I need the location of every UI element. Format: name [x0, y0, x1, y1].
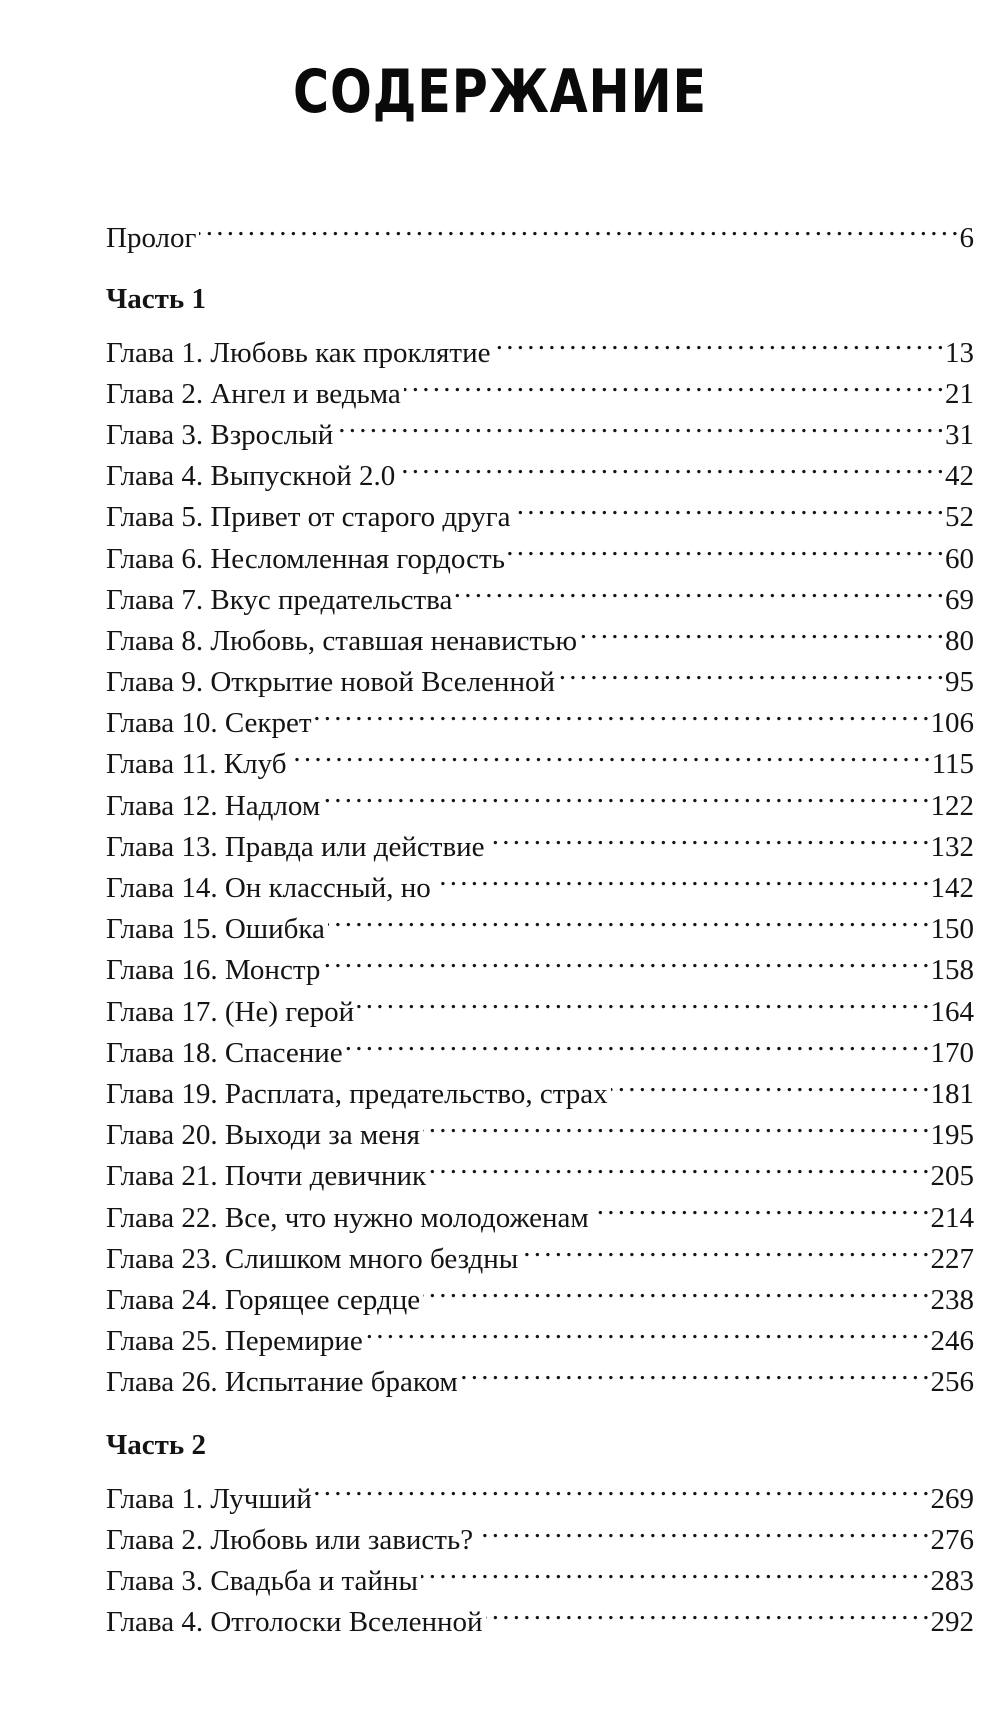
page-title: СОДЕРЖАНИЕ — [293, 57, 707, 127]
dot-leader — [357, 979, 927, 1020]
toc-entry-page: 246 — [930, 1325, 974, 1358]
dot-leader — [398, 444, 942, 485]
dot-leader — [323, 773, 927, 814]
dot-leader — [580, 609, 942, 650]
toc-entry-page: 21 — [945, 377, 974, 410]
toc-entry-page: 13 — [945, 336, 974, 369]
dot-leader — [488, 815, 928, 856]
toc-entry-page: 95 — [945, 666, 974, 699]
toc-entry-page: 42 — [945, 460, 974, 493]
toc-entry-page: 238 — [930, 1283, 974, 1316]
toc-entry-label: Глава 13. Правда или действие — [106, 830, 485, 863]
dot-leader — [521, 1227, 927, 1268]
dot-leader — [423, 1268, 927, 1309]
toc-entry-label: Глава 2. Любовь или зависть? — [106, 1523, 474, 1556]
dot-leader — [611, 1062, 928, 1103]
toc-entry-label: Глава 7. Вкус предательства — [106, 583, 453, 616]
dot-leader — [323, 938, 927, 979]
toc-entry-page: 170 — [930, 1036, 974, 1069]
dot-leader — [421, 1549, 928, 1590]
toc-entry — [106, 320, 974, 369]
toc-entry-label: Глава 24. Горящее сердце — [106, 1283, 421, 1316]
dot-leader — [346, 1021, 928, 1062]
toc-entry-label: Глава 8. Любовь, ставшая ненавистью — [106, 624, 578, 657]
dot-leader — [514, 485, 942, 526]
toc-entry-label: Глава 23. Слишком много бездны — [106, 1242, 519, 1275]
dot-leader — [592, 1185, 928, 1226]
toc-entry-label: Глава 10. Секрет — [106, 707, 312, 740]
toc-entry-page: 214 — [930, 1201, 974, 1234]
toc-entry-page: 269 — [930, 1482, 974, 1515]
toc-entry — [106, 1466, 974, 1515]
toc-entry-page: 52 — [945, 501, 974, 534]
toc-entry-label: Глава 11. Клуб — [106, 748, 287, 781]
toc-entry-label: Глава 26. Испытание браком — [106, 1366, 458, 1399]
toc-entry-label: Глава 4. Отголоски Вселенной — [106, 1606, 483, 1639]
dot-leader — [315, 691, 928, 732]
toc-entry-page: 276 — [930, 1523, 974, 1556]
toc-entry-page: 122 — [930, 789, 974, 822]
toc-entry-label: Глава 18. Спасение — [106, 1036, 343, 1069]
toc-entry-label: Глава 5. Привет от старого друга — [106, 501, 511, 534]
toc-entry-page: 283 — [930, 1565, 974, 1597]
toc-entry-page: 106 — [930, 707, 974, 740]
toc-entry-label: Глава 14. Он классный, но — [106, 872, 431, 904]
dot-leader — [315, 1466, 928, 1507]
dot-leader — [199, 206, 956, 247]
toc-entry-label: Глава 2. Ангел и ведьма — [106, 377, 401, 410]
table-of-contents — [106, 206, 974, 1639]
dot-leader — [493, 320, 942, 361]
dot-leader — [404, 362, 942, 403]
dot-leader — [558, 650, 942, 691]
toc-entry-page: 69 — [945, 583, 974, 616]
toc-entry-label: Глава 22. Все, что нужно молодоженам — [106, 1201, 589, 1234]
toc-entry-label: Глава 4. Выпускной 2.0 — [106, 460, 396, 493]
dot-leader — [461, 1350, 928, 1391]
toc-entry-label: Глава 17. (Не) герой — [106, 995, 355, 1028]
toc-entry-label: Глава 25. Перемирие — [106, 1325, 363, 1358]
toc-entry-label: Глава 1. Лучший — [106, 1482, 312, 1515]
toc-entry-label: Глава 19. Расплата, предательство, страх — [106, 1077, 608, 1110]
toc-entry-page: 256 — [930, 1366, 974, 1399]
toc-entry-page: 31 — [945, 418, 974, 451]
toc-entry-page: 115 — [931, 748, 974, 781]
toc-entry-label: Глава 6. Несломленная гордость — [106, 542, 505, 575]
dot-leader — [289, 732, 928, 773]
toc-entry-label: Глава 1. Любовь как проклятие — [106, 336, 491, 369]
toc-entry-prolog — [106, 206, 974, 255]
toc-entry-page: 6 — [959, 222, 974, 255]
toc-entry-page: 227 — [930, 1242, 974, 1275]
toc-entry-page: 164 — [930, 995, 974, 1028]
dot-leader — [455, 568, 942, 609]
dot-leader — [434, 856, 928, 897]
toc-entry-label: Глава 9. Открытие новой Вселенной — [106, 666, 555, 699]
toc-entry-label: Глава 3. Взрослый — [106, 418, 334, 451]
dot-leader — [508, 526, 942, 567]
toc-entry-label: Глава 3. Свадьба и тайны — [106, 1565, 418, 1597]
dot-leader — [366, 1309, 928, 1350]
toc-entry-page: 132 — [930, 830, 974, 863]
dot-leader — [486, 1590, 928, 1631]
toc-entry-page: 158 — [930, 954, 974, 987]
toc-entry-label: Глава 20. Выходи за меня — [106, 1119, 420, 1152]
dot-leader — [328, 897, 928, 938]
toc-entry-page: 150 — [930, 913, 974, 946]
toc-entry-page: 181 — [930, 1077, 974, 1110]
toc-entry-page: 60 — [945, 542, 974, 575]
toc-entry-page: 80 — [945, 624, 974, 657]
toc-entry-page: 292 — [930, 1606, 974, 1639]
part-heading: Часть 1 — [106, 283, 206, 316]
toc-entry-label: Глава 12. Надлом — [106, 789, 321, 822]
part-heading: Часть 2 — [106, 1429, 206, 1462]
dot-leader — [423, 1103, 928, 1144]
toc-entry-label: Глава 15. Ошибка — [106, 913, 325, 946]
toc-entry-label: Глава 16. Монстр — [106, 954, 321, 987]
dot-leader — [336, 403, 942, 444]
toc-entry-label: Глава 21. Почти девичник — [106, 1160, 427, 1193]
toc-entry-page: 195 — [930, 1119, 974, 1152]
dot-leader — [476, 1508, 927, 1549]
toc-entry-label: Пролог — [106, 222, 197, 255]
toc-entry-page: 205 — [930, 1160, 974, 1193]
dot-leader — [429, 1144, 927, 1185]
toc-entry-page: 142 — [930, 872, 974, 904]
